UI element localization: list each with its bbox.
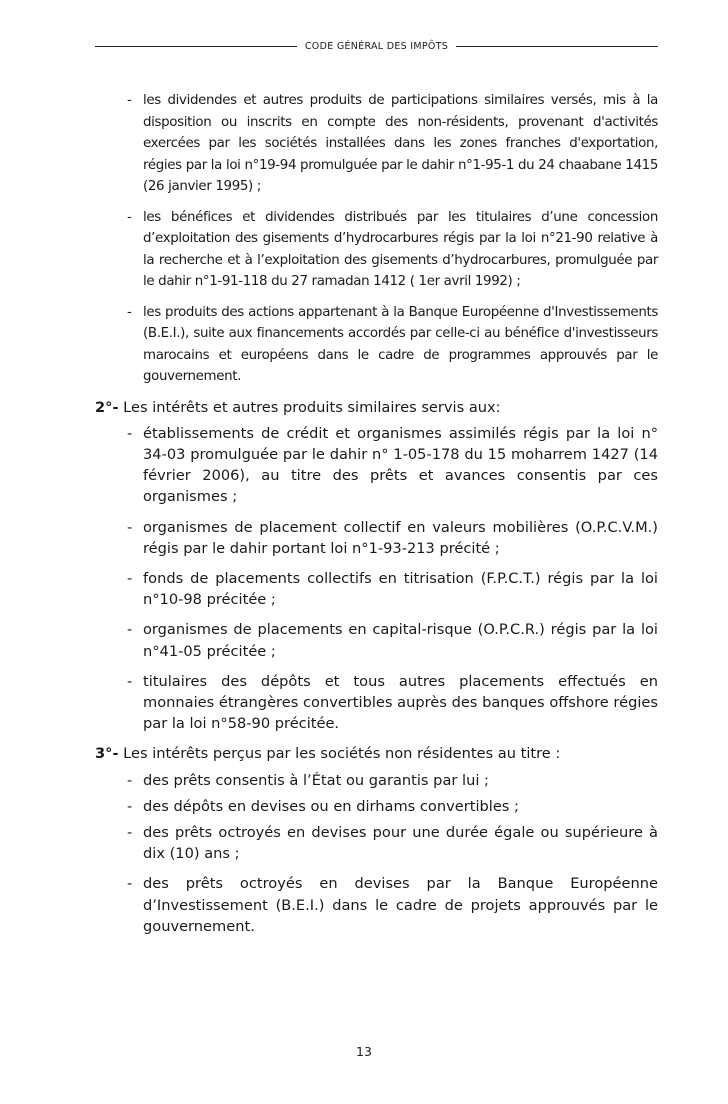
list-item-text: des dépôts en devises ou en dirhams convertibles ; bbox=[143, 797, 519, 815]
list-item-text: organismes de placements en capital-risque (O.P.C.R.) régis par la loi n°41-05 précitée ; bbox=[143, 621, 658, 660]
list-item-text: des prêts octroyés en devises pour une durée égale ou supérieure à dix (10) ans ; bbox=[143, 823, 658, 863]
list-item bbox=[95, 822, 658, 864]
bullet-dash: - bbox=[127, 518, 133, 536]
bullet-dash: - bbox=[127, 797, 133, 815]
header-rule-right bbox=[456, 46, 658, 47]
list-item bbox=[95, 568, 658, 610]
bullet-dash: - bbox=[127, 304, 132, 320]
list-item-text: titulaires des dépôts et tous autres placements effectués en monnaies étrangères convertibles auprès des banques offshore régies par la loi n°58-90 précitée. bbox=[143, 672, 658, 733]
list-item-text: des prêts octroyés en devises par la Banque Européenne d’Investissement (B.E.I.) dans le cadre de projets approuvés par le gouvernement. bbox=[143, 875, 658, 935]
header-rule-left bbox=[95, 46, 297, 47]
running-header bbox=[95, 37, 658, 55]
bullet-dash: - bbox=[127, 672, 133, 690]
section-heading bbox=[95, 743, 658, 764]
list-item bbox=[95, 423, 658, 508]
page-number: 13 bbox=[356, 1044, 372, 1059]
bullet-dash: - bbox=[127, 771, 133, 789]
bullet-dash: - bbox=[127, 569, 133, 587]
list-item-text: établissements de crédit et organismes assimilés régis par la loi n° 34-03 promulguée par le dahir n° 1-05-178 du 15 moharrem 1427 (14 février 2006), au titre des prêts et avances consentis par ces organismes ; bbox=[143, 424, 658, 506]
section-number: 3°- bbox=[95, 745, 119, 763]
header-title: CODE GÉNÉRAL DES IMPÔTS bbox=[304, 40, 449, 52]
list-item bbox=[95, 207, 658, 293]
list-item bbox=[95, 873, 658, 937]
list-item bbox=[95, 796, 658, 817]
list-item-text: des prêts consentis à l’État ou garantis par lui ; bbox=[143, 771, 489, 789]
section-text: Les intérêts et autres produits similaires servis aux: bbox=[123, 398, 501, 416]
list-item-text: les dividendes et autres produits de participations similaires versés, mis à la disposition ou inscrits en compte des non-résidents, provenant d'activités exercées par les sociétés installées dans les zones franches d'exportation, régies par la loi n°19-94 promulguée par le dahir n°1-95-1 du 24 chaabane 1415 (26 janvier 1995) ; bbox=[143, 93, 658, 194]
list-item bbox=[95, 302, 658, 388]
bullet-dash: - bbox=[127, 621, 133, 639]
list-item bbox=[95, 619, 658, 661]
list-item-text: fonds de placements collectifs en titrisation (F.P.C.T.) régis par la loi n°10-98 précitée ; bbox=[143, 569, 658, 609]
list-item-text: les bénéfices et dividendes distribués par les titulaires d’une concession d’exploitation des gisements d’hydrocarbures régis par la loi n°21-90 relative à la recherche et à l’exploitation des gisements d’hydrocarbures, promulguée par le dahir n°1-91-118 du 27 ramadan 1412 ( 1er avril 1992) ; bbox=[143, 209, 658, 289]
list-item bbox=[95, 770, 658, 791]
section-text: Les intérêts perçus par les sociétés non résidentes au titre : bbox=[123, 745, 561, 763]
list-item bbox=[95, 517, 658, 559]
section-heading bbox=[95, 397, 658, 418]
list-item bbox=[95, 671, 658, 735]
bullet-dash: - bbox=[127, 209, 132, 225]
page-body bbox=[95, 90, 658, 937]
section-number: 2°- bbox=[95, 398, 119, 416]
list-item bbox=[95, 90, 658, 198]
bullet-dash: - bbox=[127, 93, 132, 108]
list-item-text: organismes de placement collectif en valeurs mobilières (O.P.C.V.M.) régis par le dahir portant loi n°1-93-213 précité ; bbox=[143, 518, 658, 557]
bullet-dash: - bbox=[127, 424, 133, 442]
bullet-dash: - bbox=[127, 823, 133, 841]
list-item-text: les produits des actions appartenant à la Banque Européenne d'Investissements (B.E.I.), suite aux financements accordés par celle-ci au bénéfice d'investisseurs marocains et européens dans le cadre de programmes approuvés par le gouvernement. bbox=[143, 304, 658, 384]
bullet-dash: - bbox=[127, 875, 133, 893]
